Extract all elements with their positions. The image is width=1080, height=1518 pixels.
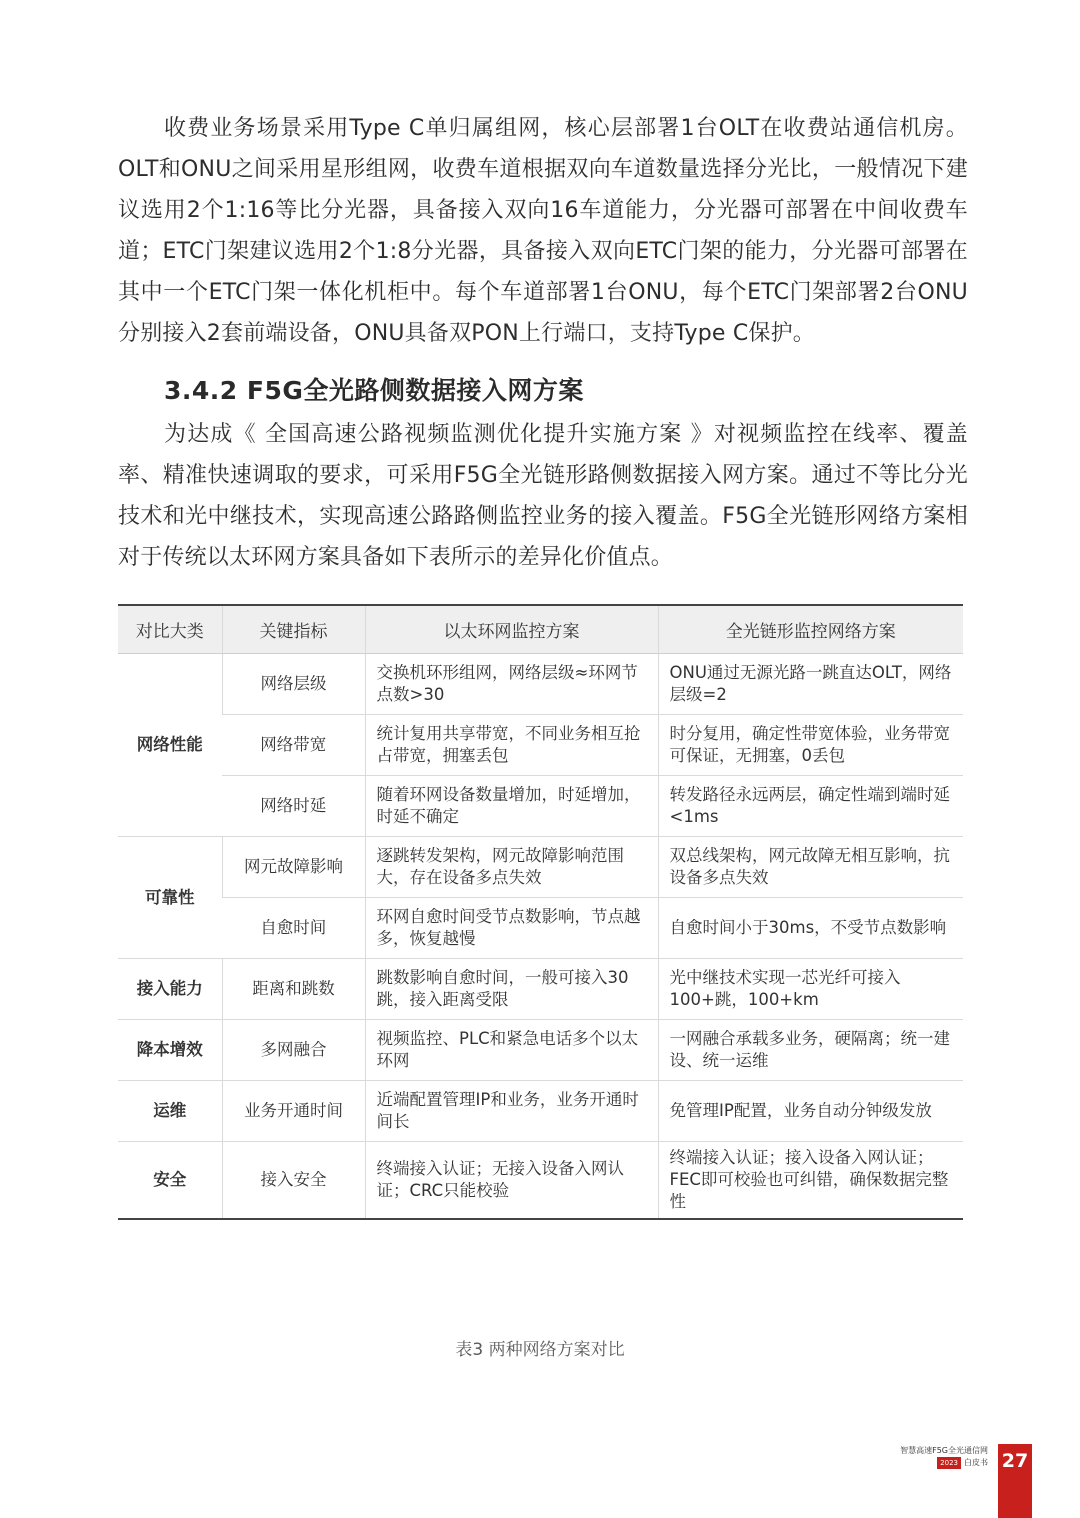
ethernet-cell: 环网自愈时间受节点数影响，节点越多，恢复越慢 — [365, 898, 658, 959]
key-metric-cell: 自愈时间 — [222, 898, 365, 959]
ethernet-cell: 终端接入认证；无接入设备入网认证；CRC只能校验 — [365, 1142, 658, 1220]
section-title: 3.4.2 F5G全光路侧数据接入网方案 — [164, 376, 584, 405]
header-optical-chain: 全光链形监控网络方案 — [658, 605, 963, 654]
category-cell: 网络性能 — [118, 654, 222, 837]
header-category: 对比大类 — [118, 605, 222, 654]
category-cell: 安全 — [118, 1142, 222, 1220]
table-row — [118, 1081, 963, 1142]
footer-whitepaper: 白皮书 — [964, 1458, 988, 1467]
key-metric-cell: 网络时延 — [222, 776, 365, 837]
footer-tag: 2023 — [937, 1457, 961, 1469]
ethernet-cell: 统计复用共享带宽，不同业务相互抢占带宽，拥塞丢包 — [365, 715, 658, 776]
ethernet-cell: 交换机环形组网，网络层级≈环网节点数>30 — [365, 654, 658, 715]
table-row — [118, 715, 963, 776]
table-row — [118, 1020, 963, 1081]
optical-cell: 光中继技术实现一芯光纤可接入100+跳，100+km — [658, 959, 963, 1020]
category-cell: 可靠性 — [118, 837, 222, 959]
table-header-row — [118, 605, 963, 654]
category-cell: 接入能力 — [118, 959, 222, 1020]
key-metric-cell: 网络层级 — [222, 654, 365, 715]
ethernet-cell: 随着环网设备数量增加，时延增加，时延不确定 — [365, 776, 658, 837]
footer-title: 智慧高速F5G全光通信网 — [900, 1446, 988, 1455]
table-caption: 表3 两种网络方案对比 — [455, 1340, 625, 1360]
key-metric-cell: 接入安全 — [222, 1142, 365, 1220]
key-metric-cell: 网络带宽 — [222, 715, 365, 776]
optical-cell: 转发路径永远两层，确定性端到端时延<1ms — [658, 776, 963, 837]
category-cell: 降本增效 — [118, 1020, 222, 1081]
table-row — [118, 776, 963, 837]
body-paragraph-2: 为达成《 全国高速公路视频监测优化提升实施方案 》对视频监控在线率、覆盖率、精准快速调取的要求，可采用F5G全光链形路侧数据接入网方案。通过不等比分光技术和光中继技术，实现高速公路路侧监控业务的接入覆盖。F5G全光链形网络方案相对于传统以太环网方案具备如下表所示的差异化价值点。 — [118, 422, 968, 570]
table-row — [118, 959, 963, 1020]
table-row — [118, 898, 963, 959]
optical-cell: 一网融合承载多业务，硬隔离；统一建设、统一运维 — [658, 1020, 963, 1081]
ethernet-cell: 跳数影响自愈时间，一般可接入30跳，接入距离受限 — [365, 959, 658, 1020]
footer-brand — [900, 1445, 988, 1469]
key-metric-cell: 业务开通时间 — [222, 1081, 365, 1142]
key-metric-cell: 距离和跳数 — [222, 959, 365, 1020]
optical-cell: 免管理IP配置，业务自动分钟级发放 — [658, 1081, 963, 1142]
optical-cell: 双总线架构，网元故障无相互影响，抗设备多点失效 — [658, 837, 963, 898]
ethernet-cell: 逐跳转发架构，网元故障影响范围大，存在设备多点失效 — [365, 837, 658, 898]
key-metric-cell: 网元故障影响 — [222, 837, 365, 898]
table-row — [118, 654, 963, 715]
header-ethernet-ring: 以太环网监控方案 — [365, 605, 658, 654]
optical-cell: 终端接入认证；接入设备入网认证；FEC即可校验也可纠错，确保数据完整性 — [658, 1142, 963, 1220]
page-number: 27 — [998, 1444, 1032, 1518]
ethernet-cell: 近端配置管理IP和业务，业务开通时间长 — [365, 1081, 658, 1142]
comparison-table — [118, 604, 963, 1220]
footer-subtitle — [900, 1457, 988, 1469]
ethernet-cell: 视频监控、PLC和紧急电话多个以太环网 — [365, 1020, 658, 1081]
body-paragraph-1: 收费业务场景采用Type C单归属组网，核心层部署1台OLT在收费站通信机房。OLT和ONU之间采用星形组网，收费车道根据双向车道数量选择分光比，一般情况下建议选用2个1:16等比分光器，具备接入双向16车道能力，分光器可部署在中间收费车道；ETC门架建议选用2个1:8分光器，具备接入双向ETC门架的能力，分光器可部署在其中一个ETC门架一体化机柜中。每个车道部署1台ONU，每个ETC门架部署2台ONU分别接入2套前端设备，ONU具备双PON上行端口，支持Type C保护。 — [118, 116, 968, 346]
optical-cell: ONU通过无源光路一跳直达OLT，网络层级=2 — [658, 654, 963, 715]
category-cell: 运维 — [118, 1081, 222, 1142]
key-metric-cell: 多网融合 — [222, 1020, 365, 1081]
optical-cell: 时分复用，确定性带宽体验，业务带宽可保证，无拥塞，0丢包 — [658, 715, 963, 776]
header-key-metric: 关键指标 — [222, 605, 365, 654]
table-row — [118, 1142, 963, 1220]
table-row — [118, 837, 963, 898]
optical-cell: 自愈时间小于30ms，不受节点数影响 — [658, 898, 963, 959]
